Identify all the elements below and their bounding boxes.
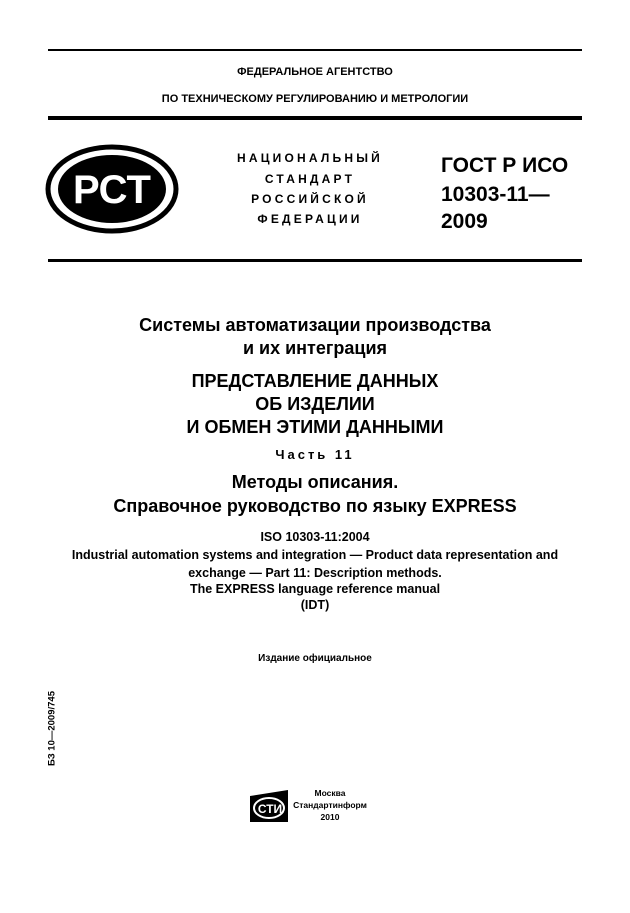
rst-logo-icon [44, 143, 180, 235]
standard-type-1: НАЦИОНАЛЬНЫЙ [236, 151, 384, 165]
edition-label: Издание официальное [258, 653, 372, 664]
publisher-logo-icon [248, 788, 290, 824]
title-line-2: и их интеграция [242, 338, 388, 358]
publisher-city: Москва [314, 788, 346, 798]
header-rule [48, 116, 582, 120]
publisher-name: Стандартинформ [293, 800, 367, 810]
standard-type-4: ФЕДЕРАЦИИ [257, 212, 363, 226]
agency-line-1: ФЕДЕРАЛЬНОЕ АГЕНТСТВО [237, 66, 393, 78]
standard-type-2: СТАНДАРТ [264, 172, 356, 186]
title-line-7: Справочное руководство по языку EXPRESS [113, 496, 517, 516]
iso-title-3: The EXPRESS language reference manual [189, 582, 441, 596]
publisher-year: 2010 [320, 812, 340, 822]
title-line-5: И ОБМЕН ЭТИМИ ДАННЫМИ [186, 417, 444, 437]
designation-3: 2009 [441, 210, 488, 233]
standard-type-3: РОССИЙСКОЙ [251, 192, 369, 206]
agency-line-2: ПО ТЕХНИЧЕСКОМУ РЕГУЛИРОВАНИЮ И МЕТРОЛОГИИ [161, 93, 469, 105]
title-rule [48, 259, 582, 262]
designation-1: ГОСТ Р ИСО [441, 154, 569, 177]
iso-reference: ISO 10303-11:2004 [260, 530, 370, 544]
iso-title-1: Industrial automation systems and integration — Product data representation and [71, 548, 559, 562]
title-line-3: ПРЕДСТАВЛЕНИЕ ДАННЫХ [191, 371, 439, 391]
iso-idt: (IDT) [300, 598, 330, 612]
title-line-6: Методы описания. [231, 472, 399, 492]
designation-2: 10303-11— [441, 183, 550, 206]
title-line-4: ОБ ИЗДЕЛИИ [255, 394, 375, 414]
title-line-1: Системы автоматизации производства [139, 315, 491, 335]
iso-title-2: exchange — Part 11: Description methods. [188, 566, 442, 580]
svg-text:РСТ: РСТ [72, 168, 152, 212]
top-rule [48, 49, 582, 51]
side-code: БЗ 10—2009/745 [46, 691, 58, 766]
svg-text:СТИ: СТИ [257, 802, 283, 816]
part-number: Часть 11 [275, 447, 355, 462]
